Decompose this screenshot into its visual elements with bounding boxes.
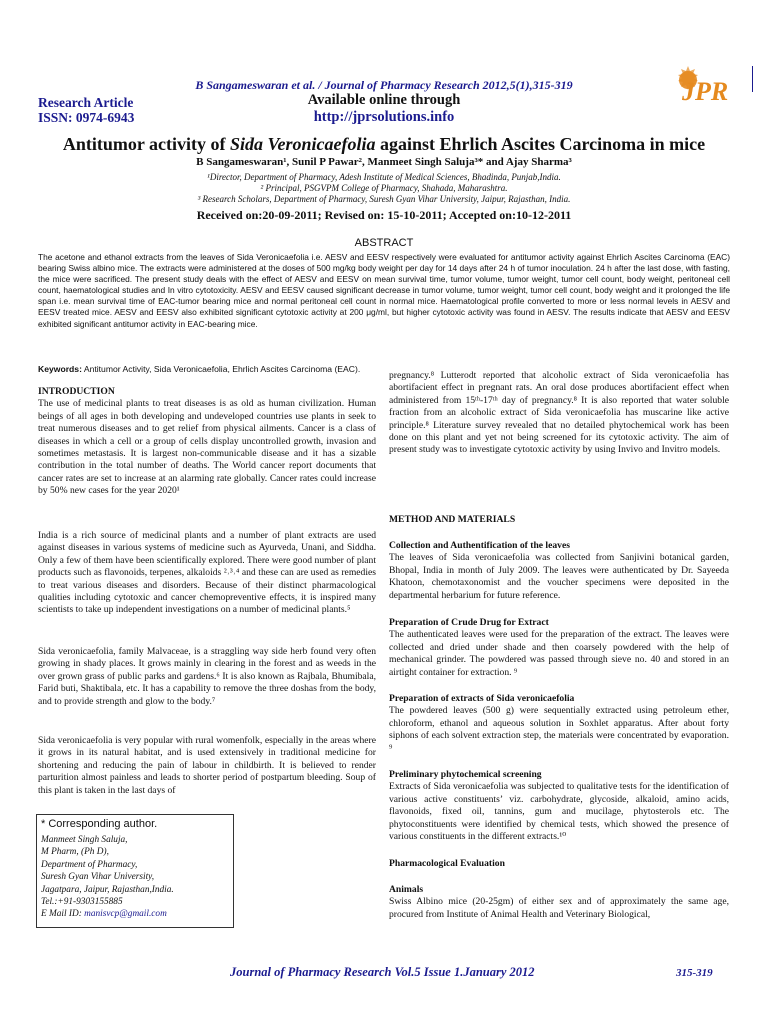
issn: ISSN: 0974-6943 bbox=[38, 110, 135, 125]
animals-section bbox=[389, 884, 729, 921]
pharmacological-heading: Pharmacological Evaluation bbox=[389, 858, 505, 869]
keywords: Keywords: Antitumor Activity, Sida Veronicaefolia, Ehrlich Ascites Carcinoma (EAC). bbox=[38, 364, 361, 374]
crude-drug-paragraph: The authenticated leaves were used for the preparation of the extract. The leaves were collected and dried under shade and then coarsely powdered with the help of mechanical grinder. The powdered was passed through sieve no. 40 and stored in an airtight container for extraction. ⁹ bbox=[389, 629, 729, 678]
logo-text: JPR bbox=[682, 77, 729, 106]
collection-section bbox=[389, 540, 729, 602]
footer-journal: Journal of Pharmacy Research Vol.5 Issue 1.January 2012 bbox=[230, 965, 535, 979]
methods-heading: METHOD AND MATERIALS bbox=[389, 514, 516, 525]
collection-paragraph: The leaves of Sida veronicaefolia was collected from Sanjivini botanical garden, Bhopal, India in month of July 2009. The leaves were authenticated by Dr. Sayeeda Khatoon, chemotaxonomist and the voucher specimens were deposited in the departmental herbarium for future reference. bbox=[389, 552, 729, 601]
abstract-text: The acetone and ethanol extracts from the leaves of Sida Veronicaefolia i.e. AESV and EESV respectively were evaluated for antitumor activity against Ehrlich Ascites Carcinoma (EAC) bearing Swiss albino mice. The extracts were administered at the doses of 500 mg/kg body weight per day for 14 days after 24 h of tumor inoculation. 24 h after the last dose, with fasting, the mice were sacrificed. The present study deals with the effect of AESV and EESV on mean survival time, tumor volume, tumor weight, tumor cell count, body weight, peritoneal cell count, haematological studies and In vitro cytotoxicity. AESV and EESV caused significant decrease in tumor volume, tumor weight, tumor cell count, body weight and it prolonged the life span i.e. mean survival time of EAC-tumor bearing mice and normal peritoneal cell count in normal mice. Haematological profile converted to more or less normal levels in AESV and EESV treated mice. AESV and EESV also exhibited significant cytotoxic activity at 200 μg/ml, but higher cytotoxic activity was found in AESV. The results indicate that AESV and EESV exhibited significant antitumor activity in EAC-bearing mice. bbox=[38, 252, 730, 329]
availability bbox=[0, 92, 768, 126]
phytochemical-heading: Preliminary phytochemical screening bbox=[389, 769, 542, 780]
extracts-section bbox=[389, 693, 729, 755]
corresponding-author-box bbox=[36, 814, 234, 928]
pharmacological-section bbox=[389, 858, 729, 870]
crude-drug-section bbox=[389, 617, 729, 679]
affiliation-3: ³ Research Scholars, Department of Pharmacy, Suresh Gyan Vihar University, Jaipur, Rajasthan, India. bbox=[197, 194, 571, 204]
methods-section bbox=[389, 514, 729, 526]
authors: B Sangameswaran¹, Sunil P Pawar², Manmeet Singh Saluja³* and Ajay Sharma³ bbox=[196, 156, 572, 168]
extracts-heading: Preparation of extracts of Sida veronicaefolia bbox=[389, 693, 575, 704]
paper-title: Antitumor activity of Sida Veronicaefolia against Ehrlich Ascites Carcinoma in mice bbox=[62, 134, 706, 154]
phytochemical-paragraph: Extracts of Sida veronicaefolia was subjected to qualitative tests for the identification of various active constituents’ viz. carbohydrate, glycoside, alkaloid, amino acids, flavonoids, fixed oil, tannins, gum and mucilage, phytosterols etc. The phytoconstituents were identified by chemical tests, which showed the presence of various constituents in the different extracts.¹⁰ bbox=[389, 781, 729, 843]
left-column bbox=[38, 386, 376, 498]
corresponding-author-details: Manmeet Singh Saluja, M Pharm, (Ph D), Department of Pharmacy, Suresh Gyan Vihar University, Jagatpara, Jaipur, Rajasthan,India. Tel.:+91-9303155885 E Mail ID: manisvcp@gmail.com bbox=[41, 835, 174, 920]
intro-heading: INTRODUCTION bbox=[38, 386, 115, 397]
submission-dates: Received on:20-09-2011; Revised on: 15-10-2011; Accepted on:10-12-2011 bbox=[196, 208, 572, 222]
journal-url[interactable]: http://jprsolutions.info bbox=[313, 109, 455, 125]
left-column-p2 bbox=[38, 530, 376, 617]
intro-paragraph-4: Sida veronicaefolia is very popular with rural womenfolk, especially in the areas where it grows in its natural habitat, and is used extensively in traditional medicine for shortening and reducing the pain of labour in childbirth. It is believed to render parturition almost painless and leads to shorter period of postpartum bleeding. Soup of this plant is taken in the last days of bbox=[38, 735, 376, 796]
intro-paragraph-2: India is a rich source of medicinal plants and a number of plant extracts are used against diseases in various systems of medicine such as Ayurveda, Unani, and Siddha. Only a few of them have been scientifically explored. There were good number of plant products such as flavonoids, terpenes, alkaloids ²˒³˒⁴ and these can are used as remedies to treat various diseases and disorders. Because of their distinct pharmacological qualities including cytotoxic and cancer chemopreventive effects, it is inspired many scientists to take up independent investigations on a number of medicinal plants.⁵ bbox=[38, 530, 376, 616]
extracts-paragraph: The powdered leaves (500 g) were sequentially extracted using petroleum ether, chloroform, ethanol and aqueous solution in Soxhlet apparatus. After about forty siphons of each solvent extraction step, the materials were concentrated by evaporation. ⁹ bbox=[389, 705, 729, 754]
left-column-p3 bbox=[38, 646, 376, 708]
footer-pages: 315-319 bbox=[676, 967, 713, 979]
jpr-logo bbox=[668, 60, 748, 118]
right-column bbox=[389, 370, 729, 457]
animals-heading: Animals bbox=[389, 884, 424, 895]
left-column-p4 bbox=[38, 735, 376, 797]
header-rule bbox=[752, 66, 753, 92]
available-online: Available online through bbox=[307, 92, 461, 108]
email-link[interactable]: manisvcp@gmail.com bbox=[84, 909, 167, 920]
affiliation-1: ¹Director, Department of Pharmacy, Adesh Institute of Medical Sciences, Bhadinda, Punjab,India. bbox=[207, 172, 561, 182]
intro-paragraph-3: Sida veronicaefolia, family Malvaceae, is a straggling way side herb found very often growing in shady places. It grows mainly in clearing in the forest and as weeds in the over grown grass of public parks and gardens.⁶ It is also known as Rajbala, Bhumibala, Farid buti, Shaktibala, etc. It has a capability to remove the three doshas from the body, and to provide strength and glow to the body.⁷ bbox=[38, 646, 376, 707]
abstract-heading: ABSTRACT bbox=[354, 237, 414, 249]
intro-paragraph-1: The use of medicinal plants to treat diseases is as old as human civilization. Human beings of all ages in both developing and undeveloped countries use plants in seek to treat numerous diseases and to get relief from physical ailments. Cancer is a class of diseases in which a cell or a group of cells display uncontrolled growth, invasion and sometimes metastasis. It is largest non-communicable disease and it has a sizable contribution in the total number of deaths. The World cancer report documents that cancer rates are set to increase at an alarming rate globally. Cancer rates could increase by 50% new cases for the year 2020¹ bbox=[38, 398, 376, 497]
crude-drug-heading: Preparation of Crude Drug for Extract bbox=[389, 617, 549, 628]
collection-heading: Collection and Authentification of the leaves bbox=[389, 540, 570, 551]
affiliation-2: ² Principal, PSGVPM College of Pharmacy, Shahada, Maharashtra. bbox=[260, 183, 508, 193]
article-type: Research Article bbox=[38, 95, 134, 110]
corresponding-author-title: * Corresponding author. bbox=[41, 818, 158, 830]
journal-citation: B Sangameswaran et al. / Journal of Pharmacy Research 2012,5(1),315-319 bbox=[195, 78, 573, 92]
phytochemical-section bbox=[389, 769, 729, 843]
animals-paragraph: Swiss Albino mice (20-25gm) of either sex and of approximately the same age, procured from Institute of Animal Health and Veterinary Biological, bbox=[389, 896, 729, 920]
intro-continued: pregnancy.⁸ Lutterodt reported that alcoholic extract of Sida veronicaefolia has abortifacient effect in pregnant rats. An oral dose produces abortifacient effect when administered from 15ᵗʰ-17ᵗʰ day of pregnancy.⁸ It is also reported that water soluble fraction from an alcoholic extract of Sida veronicaefolia has muscarine like active principle.⁸ Literature survey revealed that no detailed phytochemical work has been done on this plant and yet not being screened for its cytotoxic activity. The aim of present study was to investigate cytotoxic activity by using Invivo and Invitro models. bbox=[389, 370, 729, 456]
